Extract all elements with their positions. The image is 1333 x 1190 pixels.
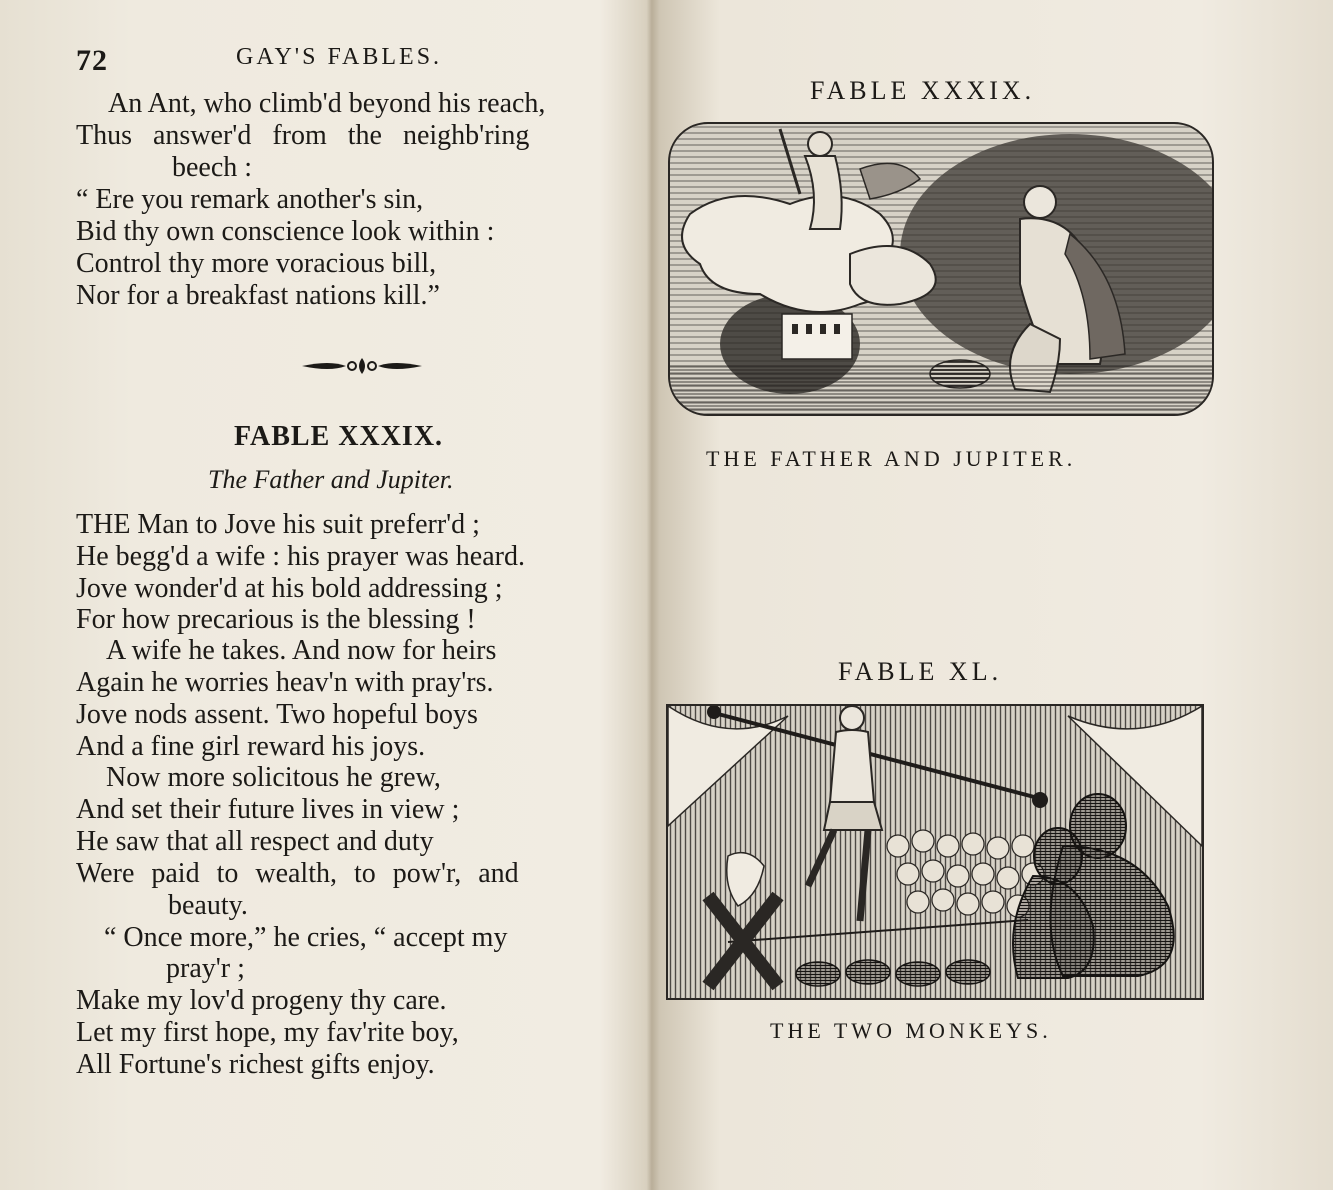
verse-line: beech : [172,152,253,183]
verse-line: Bid thy own conscience look within : [76,216,495,247]
fable-heading-xl: FABLE XL. [838,657,1003,686]
verse-line: Jove wonder'd at his bold addressing ; [76,573,503,604]
verse-line: For how precarious is the blessing ! [76,604,476,635]
right-page [648,0,1333,1190]
verse-line: pray'r ; [166,953,245,984]
verse-line: Were paid to wealth, to pow'r, and [76,858,519,889]
left-page [0,0,648,1190]
woodcut-father-and-jupiter [668,122,1214,416]
ornament-divider [300,356,424,376]
verse-line: “ Once more,” he cries, “ accept my [104,922,508,953]
verse-line: An Ant, who climb'd beyond his reach, [108,88,546,119]
verse-line: And set their future lives in view ; [76,794,460,825]
fable-heading-xxxix: FABLE XXXIX. [810,76,1036,105]
verse-line: Again he worries heav'n with pray'rs. [76,667,494,698]
verse-line: Make my lov'd progeny thy care. [76,985,447,1016]
caption-father-and-jupiter: THE FATHER AND JUPITER. [706,446,1077,471]
verse-line: Thus answer'd from the neighb'ring [76,120,530,151]
fable-title: FABLE XXXIX. [234,421,444,452]
fable-subtitle: The Father and Jupiter. [208,465,454,494]
verse-line: beauty. [168,890,248,921]
verse-line: All Fortune's richest gifts enjoy. [76,1049,435,1080]
verse-line: A wife he takes. And now for heirs [106,635,497,666]
running-head: GAY'S FABLES. [236,44,443,70]
verse-line: Now more solicitous he grew, [106,762,441,793]
verse-line: And a fine girl reward his joys. [76,731,426,762]
verse-line: Jove nods assent. Two hopeful boys [76,699,478,730]
page-number: 72 [76,44,108,77]
verse-line: THE Man to Jove his suit preferr'd ; [76,509,480,540]
woodcut-two-monkeys [666,704,1204,1000]
verse-line: Nor for a breakfast nations kill.” [76,280,440,311]
verse-line: “ Ere you remark another's sin, [76,184,424,215]
caption-two-monkeys: THE TWO MONKEYS. [770,1018,1052,1043]
verse-line: He saw that all respect and duty [76,826,434,857]
verse-line: Let my first hope, my fav'rite boy, [76,1017,459,1048]
verse-line: He begg'd a wife : his prayer was heard. [76,541,525,572]
verse-line: Control thy more voracious bill, [76,248,437,279]
